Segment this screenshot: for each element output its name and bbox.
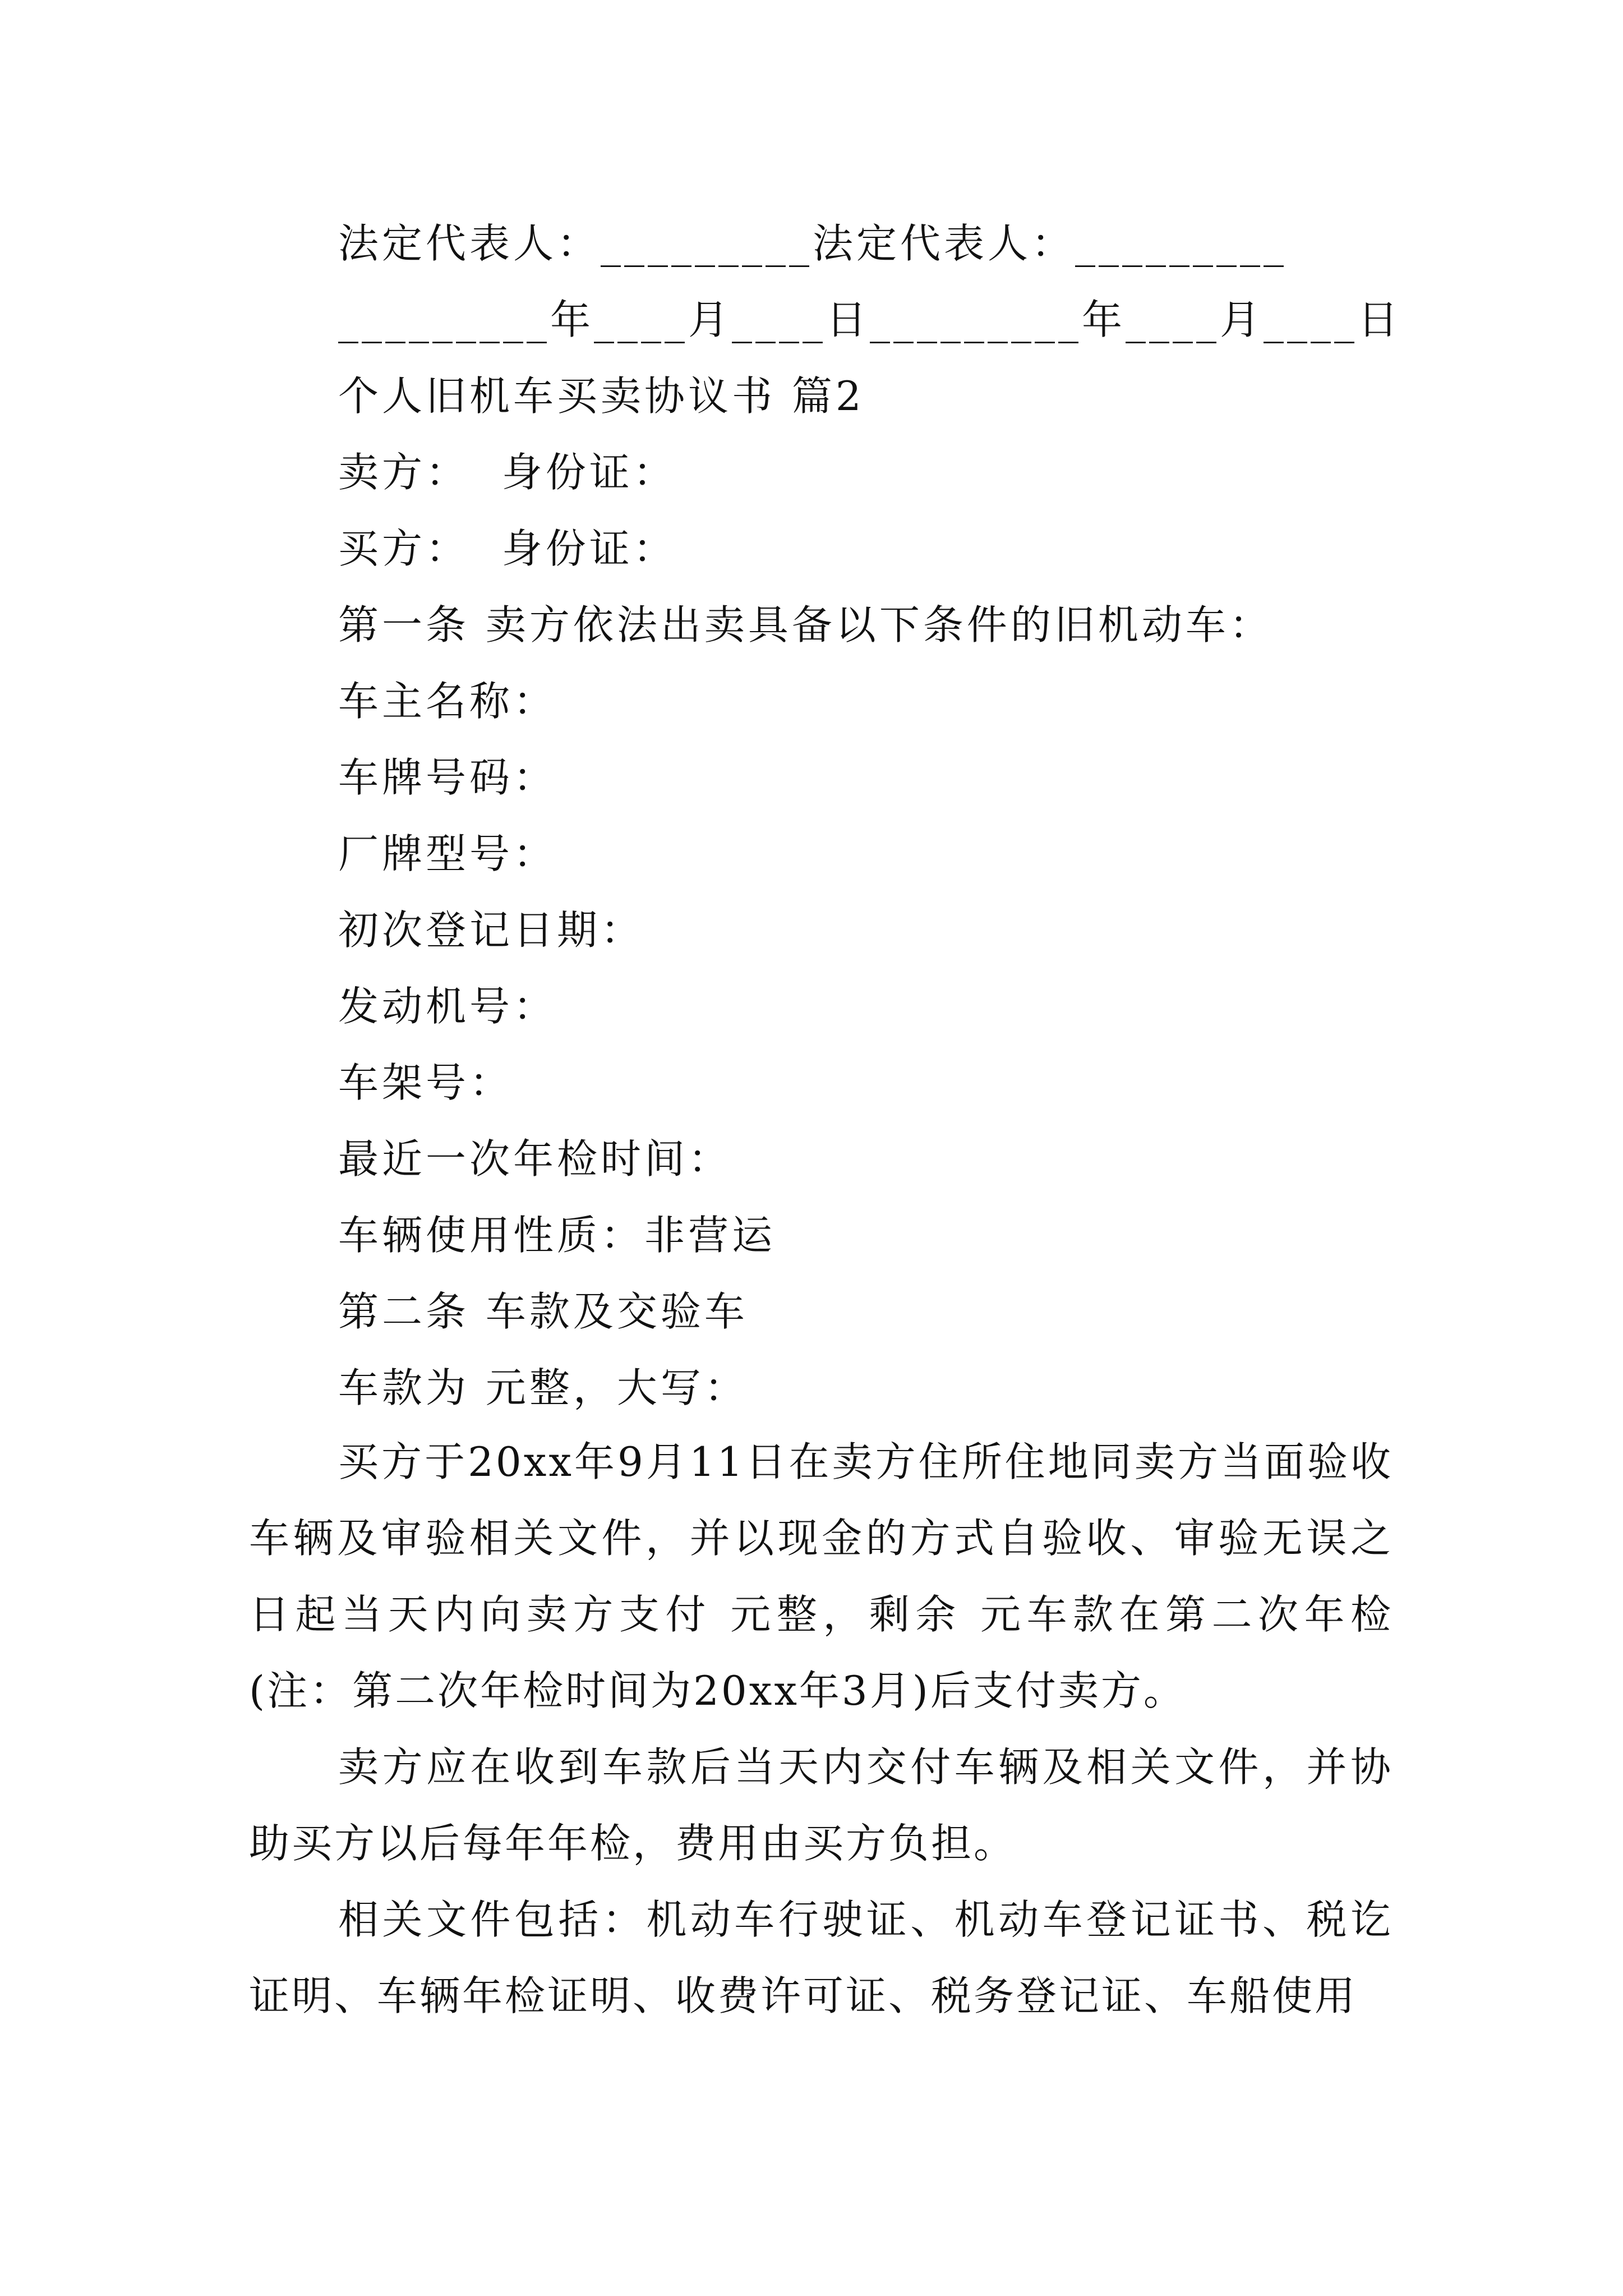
plate-number-line: 车牌号码： bbox=[338, 754, 557, 801]
payment-paragraph: 买方于20xx年9月11日在卖方住所住地同卖方当面验收车辆及审验相关文件，并以现金的方式自验收、审验无误之日起当天内向卖方支付 元整，剩余 元车款在第二次年检(注：第二次年检时间为20xx年3月)后支付卖方。 bbox=[249, 1438, 1393, 1714]
price-line: 车款为 元整，大写： bbox=[338, 1364, 748, 1411]
delivery-paragraph: 卖方应在收到车款后当天内交付车辆及相关文件，并协助买方以后每年年检，费用由买方负担。 bbox=[249, 1743, 1393, 1867]
section-heading: 个人旧机车买卖协议书 篇2 bbox=[338, 372, 865, 420]
model-line: 厂牌型号： bbox=[338, 830, 557, 877]
signature-line: 法定代表人：_________法定代表人：_________ bbox=[338, 220, 1288, 267]
documents-paragraph: 相关文件包括：机动车行驶证、机动车登记证书、税讫证明、车辆年检证明、收费许可证、税务登记证、车船使用 bbox=[249, 1896, 1393, 2019]
usage-line: 车辆使用性质：非营运 bbox=[338, 1212, 776, 1259]
first-registration-line: 初次登记日期： bbox=[338, 907, 645, 954]
article-2: 第二条 车款及交验车 bbox=[338, 1288, 748, 1335]
buyer-line: 买方： 身份证： bbox=[338, 525, 677, 572]
owner-name-line: 车主名称： bbox=[338, 678, 557, 725]
last-inspection-line: 最近一次年检时间： bbox=[338, 1135, 732, 1182]
seller-line: 卖方： 身份证： bbox=[338, 449, 677, 496]
engine-number-line: 发动机号： bbox=[338, 983, 557, 1030]
article-1: 第一条 卖方依法出卖具备以下条件的旧机动车： bbox=[338, 601, 1273, 648]
date-line: _________年____月____日_________年____月____日 bbox=[338, 296, 1401, 343]
frame-number-line: 车架号： bbox=[338, 1059, 514, 1106]
